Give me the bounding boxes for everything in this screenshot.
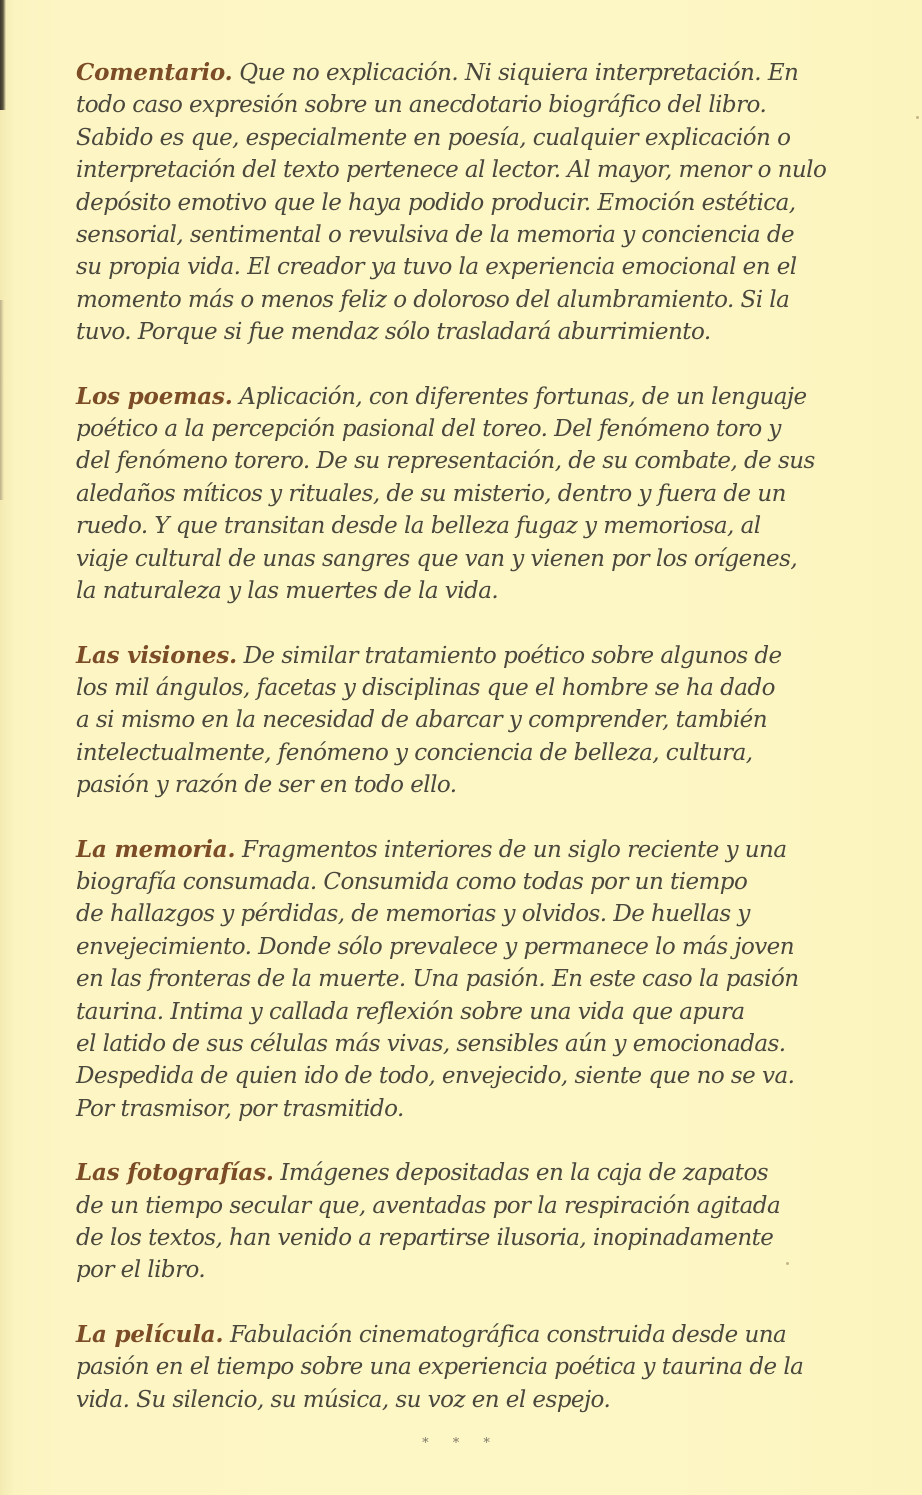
paragraph-first-line (76, 640, 858, 672)
text-line: envejecimiento. Donde sólo prevalece y permanece lo más joven (76, 933, 795, 960)
text-line: Imágenes depositadas en la caja de zapatos (273, 1160, 769, 1187)
text-line: poético a la percepción pasional del toreo. Del fenómeno toro y (76, 416, 781, 443)
text-line: viaje cultural de unas sangres que van y vienen por los orígenes, (76, 545, 798, 572)
text-body (76, 57, 876, 1448)
section-heading: Las visiones. (76, 641, 237, 669)
text-line: de los textos, han venido a repartirse ilusoria, inopinadamente (76, 1225, 774, 1251)
text-line: Fragmentos interiores de un siglo reciente y una (235, 836, 787, 863)
text-line: en las fronteras de la muerte. Una pasión. En este caso la pasión (76, 966, 799, 993)
ornament-asterisks: * * * (422, 1436, 500, 1451)
paragraph-las-visiones (76, 640, 876, 802)
text-line: pasión y razón de ser en todo ello. (76, 772, 457, 799)
section-heading: Las fotografías. (76, 1159, 274, 1187)
text-line: Aplicación, con diferentes fortunas, de un lenguaje (232, 383, 807, 410)
text-line: todo caso expresión sobre un anecdotario biográfico del libro. (76, 92, 767, 119)
paragraph-los-poemas (76, 381, 876, 608)
text-line: Fabulación cinematográfica construida desde una (223, 1321, 787, 1348)
paragraph-las-fotografias (76, 1157, 876, 1287)
text-line: momento más o menos feliz o doloroso del alumbramiento. Si la (76, 286, 790, 313)
text-line: ruedo. Y que transitan desde la belleza fugaz y memoriosa, al (76, 513, 761, 540)
section-heading: Los poemas. (76, 382, 233, 410)
text-line: del fenómeno torero. De su representación, de su combate, de sus (76, 448, 815, 475)
text-line: de un tiempo secular que, aventadas por la respiración agitada (76, 1192, 781, 1219)
text-line: los mil ángulos, facetas y disciplinas que el hombre se ha dado (76, 674, 775, 701)
paragraph-la-pelicula (76, 1319, 876, 1416)
paragraph-first-line (76, 834, 858, 866)
paragraph-first-line (76, 1157, 858, 1189)
text-line: de hallazgos y pérdidas, de memorias y olvidos. De huellas y (76, 901, 750, 928)
text-line: interpretación del texto pertenece al lector. Al mayor, menor o nulo (76, 157, 827, 184)
page-shadow-edge (0, 300, 4, 500)
section-heading: La película. (76, 1320, 224, 1348)
text-line: Despedida de quien ido de todo, envejecido, siente que no se va. (76, 1063, 795, 1090)
text-line: la naturaleza y las muertes de la vida. (76, 578, 499, 605)
text-line: biografía consumada. Consumida como todas por un tiempo (76, 868, 748, 895)
paragraph-la-memoria (76, 834, 876, 1126)
paper-speck (916, 116, 919, 119)
paragraph-comentario (76, 57, 876, 349)
text-line: taurina. Intima y callada reflexión sobre una vida que apura (76, 998, 745, 1025)
text-line: su propia vida. El creador ya tuvo la experiencia emocional en el (76, 254, 797, 281)
text-line: vida. Su silencio, su música, su voz en el espejo. (76, 1386, 611, 1413)
text-line: De similar tratamiento poético sobre algunos de (236, 642, 782, 669)
text-line: intelectualmente, fenómeno y conciencia de belleza, cultura, (76, 739, 753, 766)
text-line: aledaños míticos y rituales, de su misterio, dentro y fuera de un (76, 480, 786, 507)
page-binding-edge (0, 0, 6, 110)
section-heading: Comentario. (76, 59, 233, 86)
text-line: Por trasmisor, por trasmitido. (76, 1095, 404, 1122)
text-line: Sabido es que, especialmente en poesía, cualquier explicación o (76, 124, 791, 151)
text-line: a si mismo en la necesidad de abarcar y comprender, también (76, 707, 768, 734)
paragraph-first-line (76, 381, 858, 413)
section-heading: La memoria. (76, 835, 236, 863)
text-line: depósito emotivo que le haya podido producir. Emoción estética, (76, 189, 796, 216)
text-line: el latido de sus células más vivas, sensibles aún y emocionadas. (76, 1030, 786, 1057)
paragraph-first-line (76, 1319, 858, 1351)
text-line: por el libro. (76, 1257, 206, 1284)
text-line: pasión en el tiempo sobre una experiencia poética y taurina de la (76, 1354, 804, 1381)
text-line: sensorial, sentimental o revulsiva de la memoria y conciencia de (76, 222, 795, 249)
text-line: Que no explicación. Ni siquiera interpretación. En (232, 60, 799, 86)
text-line: tuvo. Porque si fue mendaz sólo trasladará aburrimiento. (76, 319, 711, 346)
paragraph-first-line (76, 57, 858, 89)
